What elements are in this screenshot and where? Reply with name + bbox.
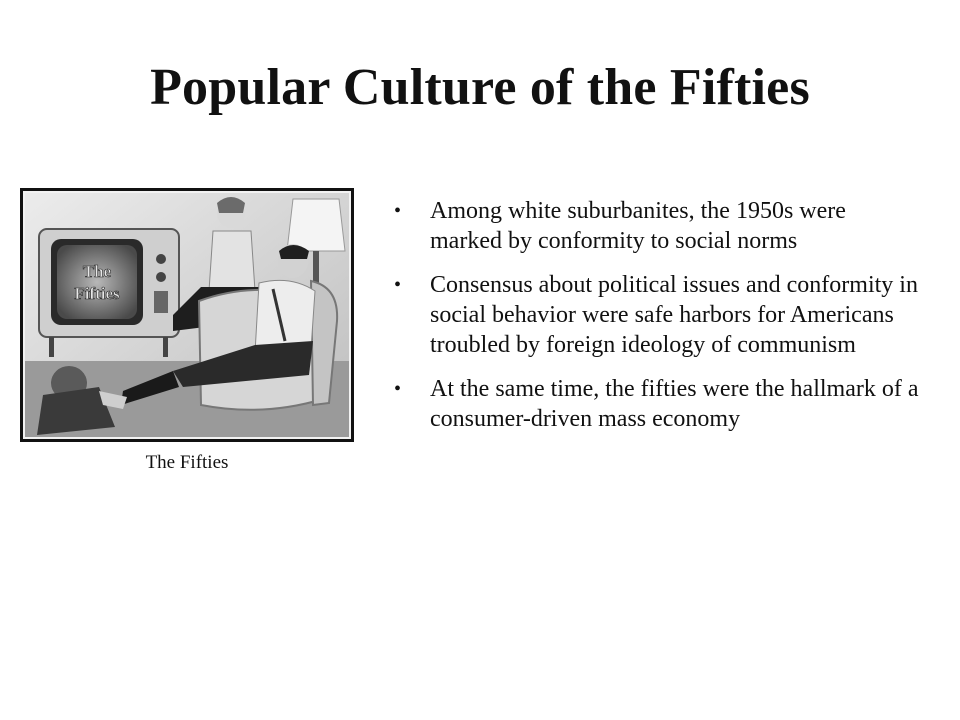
tv-screen-text-2: Fifties [74, 284, 120, 303]
bullet-icon: • [394, 274, 402, 296]
slide-title: Popular Culture of the Fifties [150, 59, 810, 116]
bullet-item [392, 374, 922, 434]
photo-caption: The Fifties [145, 452, 229, 473]
bullet-icon: • [394, 200, 402, 222]
bullet-list [392, 196, 922, 448]
fifties-family-tv-image [23, 191, 351, 439]
bullet-icon: • [394, 378, 402, 400]
bullet-text: Consensus about political issues and conformity in social behavior were safe harbors for Americans troubled by foreign ideology of communism [430, 272, 918, 358]
bullet-item [392, 196, 922, 256]
bullet-text: Among white suburbanites, the 1950s were marked by conformity to social norms [430, 198, 846, 254]
bullet-item [392, 270, 922, 360]
fifties-photo [20, 188, 354, 442]
bullet-text: At the same time, the fifties were the hallmark of a consumer-driven mass economy [430, 376, 919, 432]
tv-screen-text-1: The [82, 262, 112, 281]
